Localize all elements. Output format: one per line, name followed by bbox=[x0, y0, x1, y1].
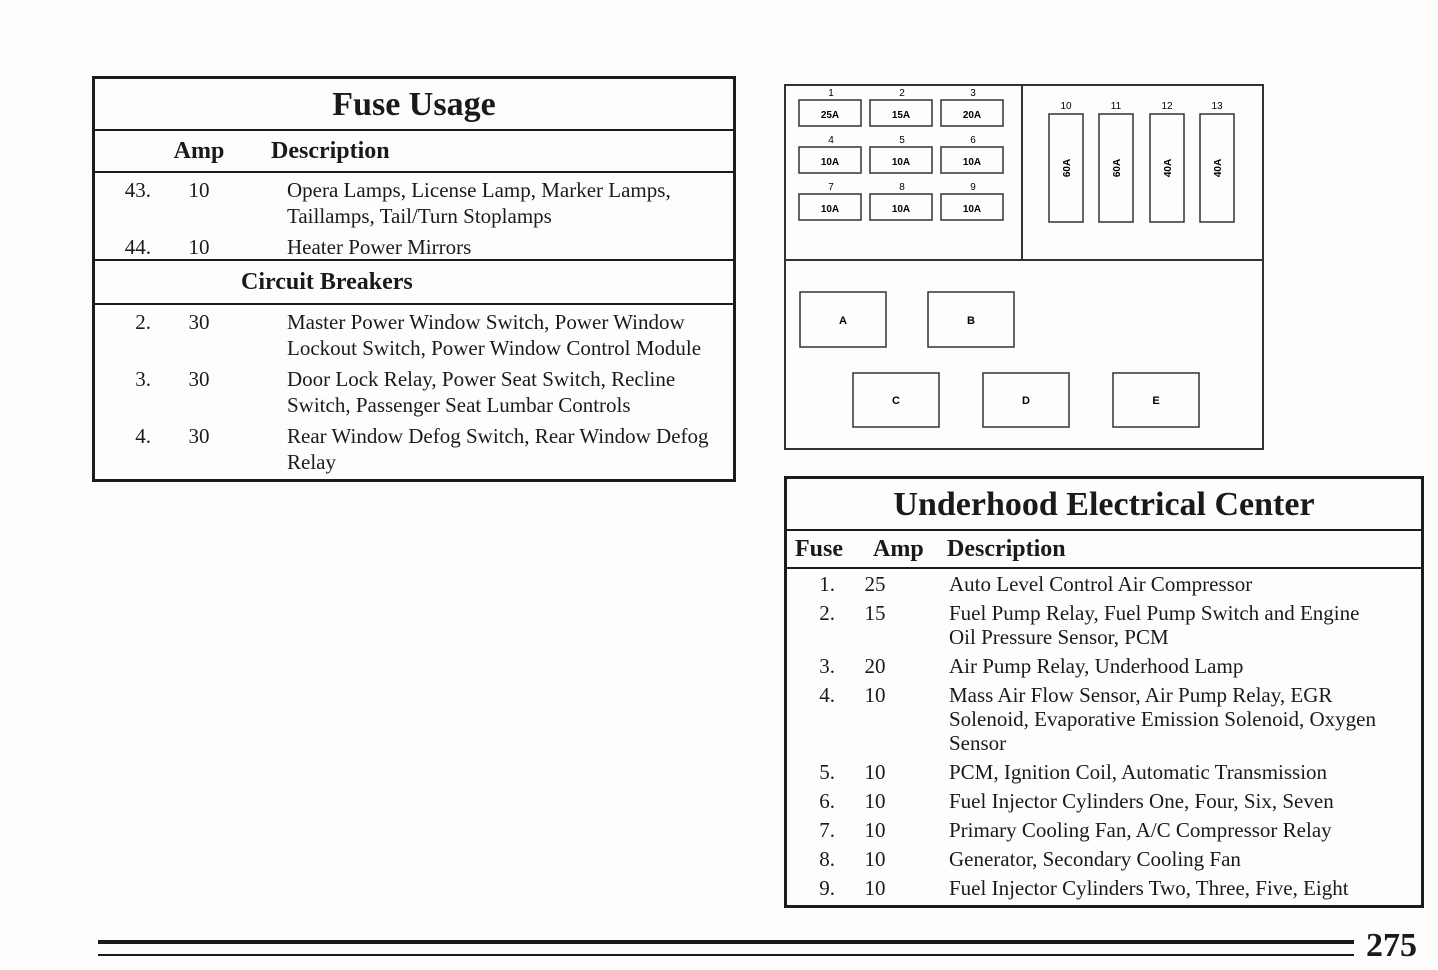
fuse-number: 5 bbox=[899, 135, 905, 146]
fuse-block-diagram bbox=[784, 84, 1264, 450]
fuse-number: 6 bbox=[970, 135, 976, 146]
table-row: 4. 10 Mass Air Flow Sensor, Air Pump Relay, EGR Solenoid, Evaporative Emission Solenoid, Oxygen Sensor bbox=[819, 683, 1376, 755]
table-row: 44. 10 Heater Power Mirrors bbox=[124, 235, 472, 259]
fuse-number: 10 bbox=[1060, 101, 1072, 112]
fuse-number: 11 bbox=[1110, 101, 1122, 112]
fuse-rating: 60A bbox=[1062, 158, 1073, 178]
table-row: 43. 10 Opera Lamps, License Lamp, Marker Lamps, Taillamps, Tail/Turn Stoplamps bbox=[124, 178, 671, 228]
table-row: 2. 15 Fuel Pump Relay, Fuel Pump Switch and Engine Oil Pressure Sensor, PCM bbox=[819, 601, 1360, 649]
relay-label: E bbox=[1152, 395, 1160, 407]
underhood-rows bbox=[787, 569, 1421, 900]
table-row: 4. 30 Rear Window Defog Switch, Rear Window Defog Relay bbox=[135, 424, 709, 474]
table-row: 5. 10 PCM, Ignition Coil, Automatic Transmission bbox=[819, 760, 1328, 784]
fuse-rating: 10A bbox=[891, 204, 911, 215]
underhood-header bbox=[787, 531, 1421, 569]
table-row: 2. 30 Master Power Window Switch, Power Window Lockout Switch, Power Window Control Module bbox=[135, 310, 702, 360]
relay-label: A bbox=[839, 315, 847, 327]
fuse-usage-title: Fuse Usage bbox=[95, 79, 733, 131]
relay-label: C bbox=[892, 395, 900, 407]
fuse-number: 12 bbox=[1161, 101, 1173, 112]
fuse-usage-header bbox=[95, 131, 733, 173]
amp-header: Amp bbox=[173, 137, 225, 164]
fuse-number: 4 bbox=[828, 135, 834, 146]
fuse-header: Fuse bbox=[795, 535, 843, 562]
relay-label: B bbox=[967, 315, 975, 327]
fuse-number: 13 bbox=[1211, 101, 1223, 112]
fuse-number: 8 bbox=[899, 182, 905, 193]
amp-header: Amp bbox=[873, 535, 924, 562]
fuse-usage-table bbox=[92, 76, 736, 482]
fuse-rating: 10A bbox=[962, 157, 982, 168]
fuse-rating: 60A bbox=[1112, 158, 1123, 178]
page-number: 275 bbox=[1366, 927, 1417, 964]
fuse-rows bbox=[95, 173, 733, 261]
table-row: 1. 25 Auto Level Control Air Compressor bbox=[819, 572, 1253, 596]
fuse-rating: 10A bbox=[891, 157, 911, 168]
table-row: 8. 10 Generator, Secondary Cooling Fan bbox=[819, 847, 1241, 871]
footer-rule-thin bbox=[98, 954, 1354, 956]
fuse-number: 9 bbox=[970, 182, 976, 193]
underhood-title: Underhood Electrical Center bbox=[787, 479, 1421, 531]
breaker-rows bbox=[95, 305, 733, 475]
description-header: Description bbox=[947, 535, 1066, 562]
description-header: Description bbox=[271, 137, 390, 164]
fuse-rating: 20A bbox=[962, 110, 982, 121]
fuse-rating: 10A bbox=[820, 204, 840, 215]
circuit-breakers-heading: Circuit Breakers bbox=[95, 261, 733, 305]
fuse-rating: 10A bbox=[962, 204, 982, 215]
table-row: 7. 10 Primary Cooling Fan, A/C Compressor Relay bbox=[819, 818, 1332, 842]
fuse-rating: 15A bbox=[891, 110, 911, 121]
relay-label: D bbox=[1022, 395, 1030, 407]
fuse-rating: 25A bbox=[820, 110, 840, 121]
table-row: 3. 30 Door Lock Relay, Power Seat Switch, Recline Switch, Passenger Seat Lumbar Controls bbox=[135, 367, 676, 417]
table-row: 3. 20 Air Pump Relay, Underhood Lamp bbox=[819, 654, 1244, 678]
fuse-number: 1 bbox=[828, 88, 834, 99]
table-row: 6. 10 Fuel Injector Cylinders One, Four, Six, Seven bbox=[819, 789, 1334, 813]
fuse-number: 3 bbox=[970, 88, 976, 99]
footer-rule bbox=[98, 940, 1354, 944]
fuse-rating: 40A bbox=[1213, 158, 1224, 178]
fuse-rating: 10A bbox=[820, 157, 840, 168]
fuse-number: 2 bbox=[899, 88, 905, 99]
fuse-rating: 40A bbox=[1163, 158, 1174, 178]
table-row: 9. 10 Fuel Injector Cylinders Two, Three, Five, Eight bbox=[819, 876, 1349, 900]
underhood-electrical-center-table bbox=[784, 476, 1424, 908]
fuse-number: 7 bbox=[828, 182, 834, 193]
